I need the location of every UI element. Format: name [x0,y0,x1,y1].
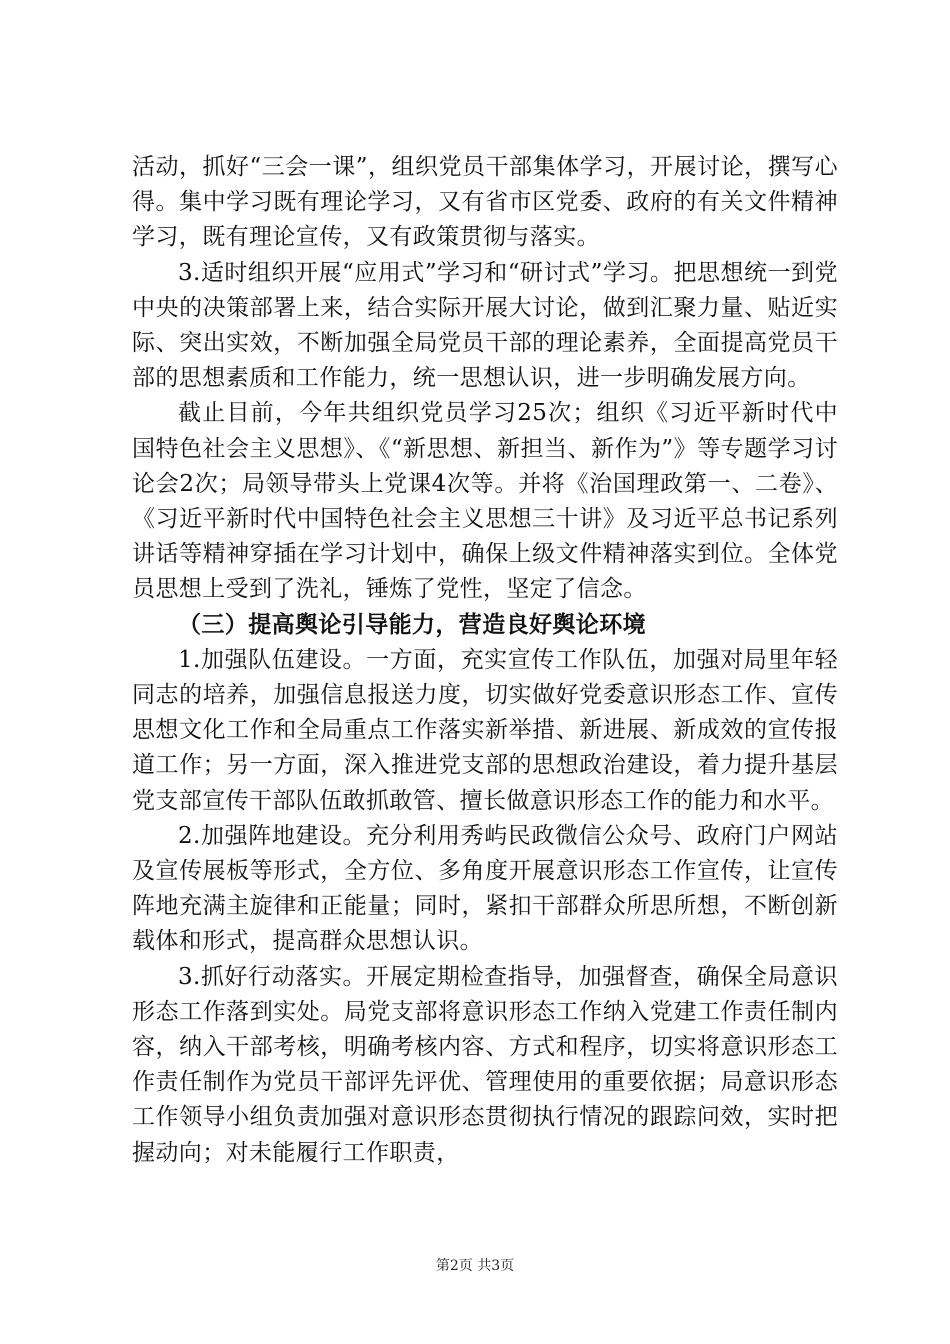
paragraph-item-3-action: 3.抓好行动落实。开展定期检查指导，加强督查，确保全局意识形态工作落到实处。局党支部将意识形态工作纳入党建工作责任制内容，纳入干部考核，明确考核内容、方式和程序，切实将意识形态工作责任制作为党员干部评先评优、管理使用的重要依据；局意识形态工作领导小组负责加强对意识形态贯彻执行情况的跟踪问效，实时把握动向；对未能履行工作职责， [132,963,838,1166]
paragraph-summary: 截止目前，今年共组织党员学习25次；组织《习近平新时代中国特色社会主义思想》、《“新思想、新担当、新作为”》等专题学习讨论会2次；局领导带头上党课4次等。并将《治国理政第一、二卷》、《习近平新时代中国特色社会主义思想三十讲》及习近平总书记系列讲话等精神穿插在学习计划中，确保上级文件精神落实到位。全体党员思想上受到了洗礼，锤炼了党性，坚定了信念。 [132,400,838,603]
section-heading: （三）提高舆论引导能力，营造良好舆论环境 [178,611,646,638]
paragraph-item-2-platform: 2.加强阵地建设。充分利用秀屿民政微信公众号、政府门户网站及宣传展板等形式，全方位、多角度开展意识形态工作宣传，让宣传阵地充满主旋律和正能量；同时，紧扣干部群众所思所想，不断创新载体和形式，提高群众思想认识。 [132,822,838,955]
document-body [132,150,838,1171]
page-number-footer: 第2页 共3页 [435,1258,515,1274]
paragraph-item-1-team: 1.加强队伍建设。一方面，充实宣传工作队伍，加强对局里年轻同志的培养，加强信息报送力度，切实做好党委意识形态工作、宣传思想文化工作和全局重点工作落实新举措、新进展、新成效的宣传报道工作；另一方面，深入推进党支部的思想政治建设，着力提升基层党支部宣传干部队伍敢抓敢管、擅长做意识形态工作的能力和水平。 [132,646,838,814]
paragraph-continued: 活动，抓好“三会一课”，组织党员干部集体学习，开展讨论，撰写心得。集中学习既有理论学习，又有省市区党委、政府的有关文件精神学习，既有理论宣传，又有政策贯彻与落实。 [132,154,838,251]
paragraph-item-3-study: 3.适时组织开展“应用式”学习和“研讨式”学习。把思想统一到党中央的决策部署上来，结合实际开展大讨论，做到汇聚力量、贴近实际、突出实效，不断加强全局党员干部的理论素养，全面提高党员干部的思想素质和工作能力，统一思想认识，进一步明确发展方向。 [132,259,838,392]
